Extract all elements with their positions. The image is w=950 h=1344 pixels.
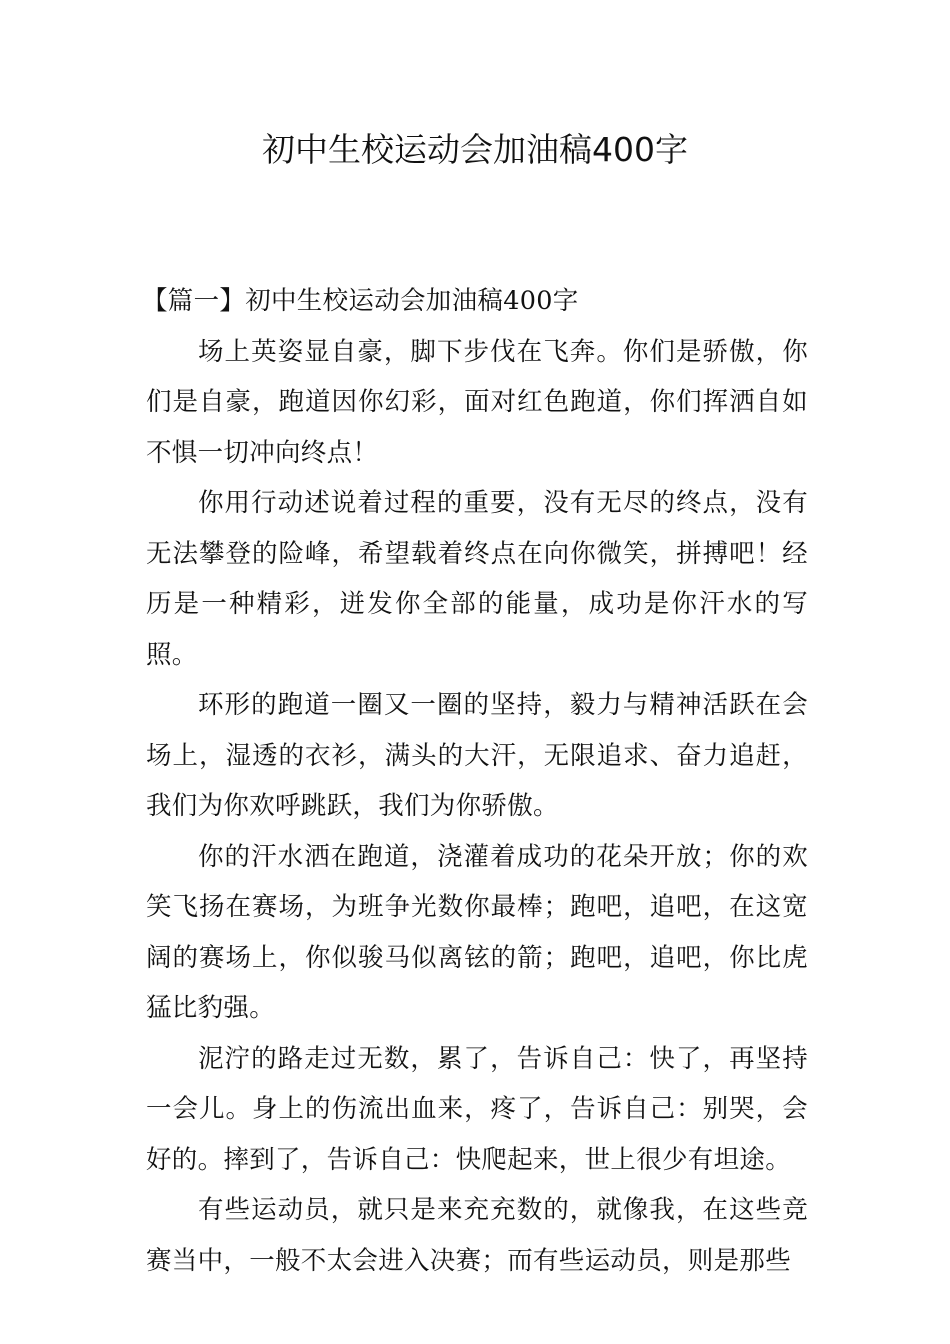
paragraph: 有些运动员，就只是来充充数的，就像我，在这些竞赛当中，一般不太会进入决赛；而有些运动员，则是那些 <box>146 1195 808 1276</box>
document-title: 初中生校运动会加油稿400字 <box>262 130 688 169</box>
paragraph: 场上英姿显自豪，脚下步伐在飞奔。你们是骄傲，你们是自豪，跑道因你幻彩，面对红色跑道，你们挥洒自如不惧一切冲向终点！ <box>146 336 808 468</box>
paragraph: 环形的跑道一圈又一圈的坚持，毅力与精神活跃在会场上，湿透的衣衫，满头的大汗，无限追求、奋力追赶，我们为你欢呼跳跃，我们为你骄傲。 <box>146 690 808 821</box>
paragraph: 你的汗水洒在跑道，浇灌着成功的花朵开放；你的欢笑飞扬在赛场，为班争光数你最棒；跑吧，追吧，在这宽阔的赛场上，你似骏马似离铉的箭；跑吧，追吧，你比虎猛比豹强。 <box>146 841 808 1023</box>
paragraph: 泥泞的路走过无数，累了，告诉自己：快了，再坚持一会儿。身上的伤流出血来，疼了，告诉自己：别哭，会好的。摔到了，告诉自己：快爬起来，世上很少有坦途。 <box>146 1043 808 1175</box>
document-body <box>142 276 808 1286</box>
section-heading: 【篇一】初中生校运动会加油稿400字 <box>142 286 579 316</box>
paragraph: 你用行动述说着过程的重要，没有无尽的终点，没有无法攀登的险峰，希望载着终点在向你微笑，拼搏吧！经历是一种精彩，迸发你全部的能量，成功是你汗水的写照。 <box>146 488 808 670</box>
